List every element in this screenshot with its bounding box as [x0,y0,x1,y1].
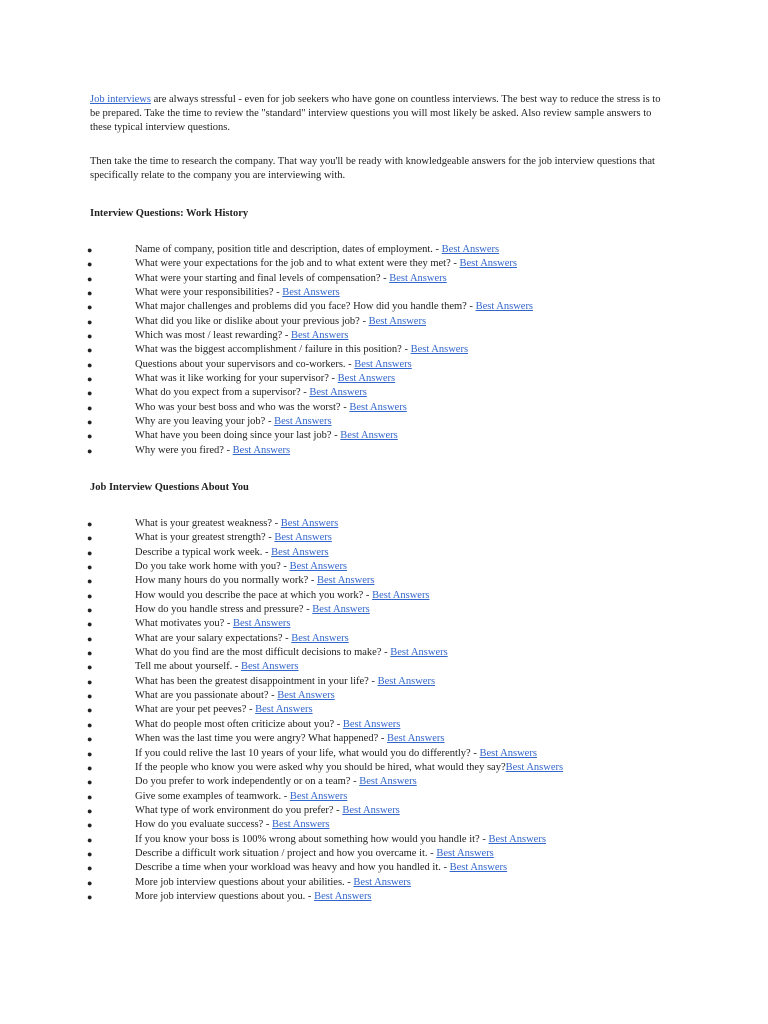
best-answers-link[interactable]: Best Answers [291,330,349,342]
question-text-line [135,718,400,732]
best-answers-link[interactable]: Best Answers [255,704,313,716]
bullet-icon: ● [87,605,93,616]
question-text-line [135,589,430,603]
question-text-line [135,660,298,674]
question-list-item [0,660,768,674]
question-text: What were your starting and final levels of compensation? - [135,272,390,284]
question-text: More job interview questions about you. - [135,890,315,902]
bullet-icon: ● [87,288,93,299]
question-text-line [135,732,444,746]
question-text-line [135,546,329,560]
research-paragraph: Then take the time to research the company. That way you'll be ready with knowledgeable answers for the job interview questions that specifically relate to the company you are interviewing with. [90,156,655,181]
question-text-line [135,315,426,329]
question-text-line [135,747,537,761]
question-list-item [0,818,768,832]
work-history-question-list [0,243,768,458]
question-text: What do people most often criticize about you? - [135,718,343,730]
best-answers-link[interactable]: Best Answers [282,287,340,299]
question-list-item [0,272,768,286]
bullet-icon: ● [87,547,93,558]
question-text: What are your pet peeves? - [135,704,256,716]
bullet-icon: ● [87,245,93,255]
question-list-item [0,386,768,400]
question-text-line [135,517,338,531]
question-text-line [135,790,347,804]
question-text: What major challenges and problems did you face? How did you handle them? - [135,301,476,313]
intro-text: are always stressful - even for job seekers who have gone on countless interviews. The best way to reduce the stress is to be prepared. Take the time to review the "standard" interview questions you will most likely be asked. Also review sample answers to these typical interview questions. [90,94,661,133]
bullet-icon: ● [87,388,93,399]
about-you-question-list [0,517,768,904]
best-answers-link[interactable]: Best Answers [240,661,299,673]
question-text-line [135,876,411,890]
bullet-icon: ● [87,705,93,716]
question-text: Do you take work home with you? - [135,561,290,573]
bullet-icon: ● [87,519,93,529]
question-text-line [135,386,367,400]
question-text-line [135,257,517,271]
bullet-icon: ● [87,633,93,644]
question-text: What was it like working for your supervisor? - [135,373,338,385]
question-list-item [0,675,768,689]
best-answers-link[interactable]: Best Answers [353,876,411,888]
question-text-line [135,343,468,357]
question-text: Who was your best boss and who was the worst? - [135,401,350,413]
best-answers-link[interactable]: Best Answers [232,444,291,456]
question-text-line [135,531,332,545]
question-text: Tell me about yourself. - [135,661,241,673]
question-list-item [0,847,768,861]
best-answers-link[interactable]: Best Answers [309,387,367,399]
question-text: What was the biggest accomplishment / failure in this position? - [135,344,411,356]
question-list-item [0,861,768,875]
question-list-item [0,329,768,343]
bullet-icon: ● [87,445,93,456]
job-interviews-link[interactable]: Job interviews [90,94,151,105]
question-text-line [135,646,448,660]
question-list-item [0,574,768,588]
question-list-item [0,689,768,703]
question-text-line [135,703,313,717]
bullet-icon: ● [87,431,93,442]
bullet-icon: ● [87,762,93,773]
best-answers-link[interactable]: Best Answers [316,575,375,587]
question-text-line [135,329,348,343]
bullet-icon: ● [87,791,93,802]
bullet-icon: ● [87,259,93,270]
best-answers-link[interactable]: Best Answers [410,344,469,356]
question-text: What type of work environment do you prefer? - [135,804,343,816]
best-answers-link[interactable]: Best Answers [377,675,436,687]
bullet-icon: ● [87,676,93,687]
best-answers-link[interactable]: Best Answers [459,258,517,270]
question-text-line [135,415,332,429]
question-text-line [135,560,347,574]
bullet-icon: ● [87,533,93,544]
bullet-icon: ● [87,590,93,601]
best-answers-link[interactable]: Best Answers [368,315,427,327]
question-text: Describe a time when your workload was heavy and how you handled it. - [135,862,450,874]
question-text: If the people who know you were asked why you should be hired, what would they say? [135,761,506,773]
best-answers-link[interactable]: Best Answers [436,847,494,859]
best-answers-link[interactable]: Best Answers [280,518,339,529]
question-text-line [135,804,400,818]
best-answers-link[interactable]: Best Answers [272,819,330,831]
section-heading-about-you: Job Interview Questions About You [90,482,249,493]
question-text: If you could relive the last 10 years of your life, what would you do differently? - [135,747,480,759]
best-answers-link[interactable]: Best Answers [359,776,417,788]
question-list-item [0,257,768,271]
bullet-icon: ● [87,719,93,730]
best-answers-link[interactable]: Best Answers [449,862,508,874]
best-answers-link[interactable]: Best Answers [271,546,329,558]
best-answers-link[interactable]: Best Answers [337,373,396,385]
question-text: What do you find are the most difficult decisions to make? - [135,647,391,659]
question-text-line [135,574,374,588]
best-answers-link[interactable]: Best Answers [289,790,348,802]
best-answers-link[interactable]: Best Answers [277,690,335,702]
question-text: Which was most / least rewarding? - [135,330,291,342]
question-text-line [135,632,349,646]
question-text: What have you been doing since your last job? - [135,430,341,442]
question-list-item [0,804,768,818]
question-list-item [0,343,768,357]
question-list-item [0,646,768,660]
question-text-line [135,675,435,689]
bullet-icon: ● [87,777,93,788]
best-answers-link[interactable]: Best Answers [289,561,348,573]
bullet-icon: ● [87,316,93,327]
question-text-line [135,272,447,286]
question-text: Why were you fired? - [135,444,233,456]
question-text: How do you evaluate success? - [135,819,273,831]
question-text-line [135,300,533,314]
bullet-icon: ● [87,576,93,587]
bullet-icon: ● [87,834,93,845]
question-text-line [135,358,412,372]
bullet-icon: ● [87,662,93,673]
best-answers-link[interactable]: Best Answers [475,301,534,313]
question-list-item [0,603,768,617]
question-text: What were your responsibilities? - [135,287,283,299]
question-list-item [0,703,768,717]
question-text: Name of company, position title and description, dates of employment. - [135,244,442,255]
question-text-line [135,617,290,631]
bullet-icon: ● [87,848,93,859]
question-text: Describe a difficult work situation / project and how you overcame it. - [135,847,437,859]
question-text-line [135,833,546,847]
question-text: How many hours do you normally work? - [135,575,317,587]
best-answers-link[interactable]: Best Answers [291,632,349,644]
question-text-line [135,861,507,875]
question-list-item [0,546,768,560]
question-text: What is your greatest strength? - [135,532,275,544]
question-list-item [0,790,768,804]
bullet-icon: ● [87,273,93,284]
question-list-item [0,286,768,300]
question-list-item [0,444,768,458]
question-list-item [0,775,768,789]
bullet-icon: ● [87,402,93,413]
question-text: Why are you leaving your job? - [135,416,275,428]
best-answers-link[interactable]: Best Answers [488,833,546,845]
bullet-icon: ● [87,648,93,659]
question-text: How do you handle stress and pressure? - [135,604,313,616]
question-list-item [0,358,768,372]
bullet-icon: ● [87,820,93,831]
best-answers-link[interactable]: Best Answers [479,747,537,759]
question-list-item [0,315,768,329]
question-list-item [0,401,768,415]
bullet-icon: ● [87,345,93,356]
section-heading-work-history: Interview Questions: Work History [90,208,249,219]
question-list-item [0,833,768,847]
question-list-item [0,632,768,646]
question-text: Describe a typical work week. - [135,546,272,558]
question-text-line [135,761,563,775]
question-text: What are your salary expectations? - [135,632,292,644]
question-text: If you know your boss is 100% wrong about something how would you handle it? - [135,833,489,845]
question-list-item [0,718,768,732]
best-answers-link[interactable]: Best Answers [390,647,448,659]
bullet-icon: ● [87,805,93,816]
best-answers-link[interactable]: Best Answers [274,532,332,544]
question-list-item [0,890,768,904]
question-list-item [0,617,768,631]
question-text: What did you like or dislike about your previous job? - [135,315,369,327]
bullet-icon: ● [87,619,93,630]
bullet-icon: ● [87,374,93,385]
question-list-item [0,415,768,429]
best-answers-link[interactable]: Best Answers [314,890,372,902]
bullet-icon: ● [87,691,93,702]
bullet-icon: ● [87,562,93,573]
question-list-item [0,747,768,761]
question-text-line [135,603,370,617]
question-text: Do you prefer to work independently or on a team? - [135,776,360,788]
question-text-line [135,444,290,458]
question-text: What were your expectations for the job and to what extent were they met? - [135,258,460,270]
bullet-icon: ● [87,734,93,745]
question-text: Questions about your supervisors and co-workers. - [135,358,355,370]
question-text-line [135,429,398,443]
bullet-icon: ● [87,359,93,370]
best-answers-link[interactable]: Best Answers [349,401,407,413]
question-list-item [0,300,768,314]
best-answers-link[interactable]: Best Answers [342,718,401,730]
question-text: What is your greatest weakness? - [135,518,281,529]
question-text-line [135,401,407,415]
bullet-icon: ● [87,891,93,902]
question-list-item [0,372,768,386]
question-text-line [135,775,417,789]
best-answers-link[interactable]: Best Answers [387,733,445,745]
best-answers-link[interactable]: Best Answers [441,244,500,255]
question-text-line [135,372,395,386]
question-list-item [0,531,768,545]
question-text-line [135,818,330,832]
question-list-item [0,589,768,603]
best-answers-link[interactable]: Best Answers [505,761,564,773]
best-answers-link[interactable]: Best Answers [372,589,430,601]
intro-paragraph [90,93,670,135]
bullet-icon: ● [87,417,93,428]
question-list-item [0,761,768,775]
question-list-item [0,732,768,746]
question-text: How would you describe the pace at which you work? - [135,589,373,601]
best-answers-link[interactable]: Best Answers [342,804,400,816]
bullet-icon: ● [87,748,93,759]
question-text-line [135,286,340,300]
best-answers-link[interactable]: Best Answers [232,618,291,630]
best-answers-link[interactable]: Best Answers [354,358,412,370]
question-text-line [135,689,335,703]
best-answers-link[interactable]: Best Answers [274,416,332,428]
question-text: What has been the greatest disappointment in your life? - [135,675,378,687]
question-text-line [135,890,372,904]
question-text: What motivates you? - [135,618,233,630]
bullet-icon: ● [87,863,93,874]
question-list-item [0,517,768,531]
bullet-icon: ● [87,302,93,313]
question-text: More job interview questions about your abilities. - [135,876,354,888]
question-text-line [135,243,499,257]
question-text: What are you passionate about? - [135,690,278,702]
bullet-icon: ● [87,877,93,888]
question-text-line [135,847,494,861]
question-text: Give some examples of teamwork. - [135,790,290,802]
best-answers-link[interactable]: Best Answers [312,604,370,616]
question-text: What do you expect from a supervisor? - [135,387,310,399]
question-list-item [0,876,768,890]
question-list-item [0,429,768,443]
question-text: When was the last time you were angry? What happened? - [135,733,387,745]
question-list-item [0,560,768,574]
best-answers-link[interactable]: Best Answers [340,430,398,442]
question-list-item [0,243,768,257]
bullet-icon: ● [87,331,93,342]
best-answers-link[interactable]: Best Answers [389,272,447,284]
